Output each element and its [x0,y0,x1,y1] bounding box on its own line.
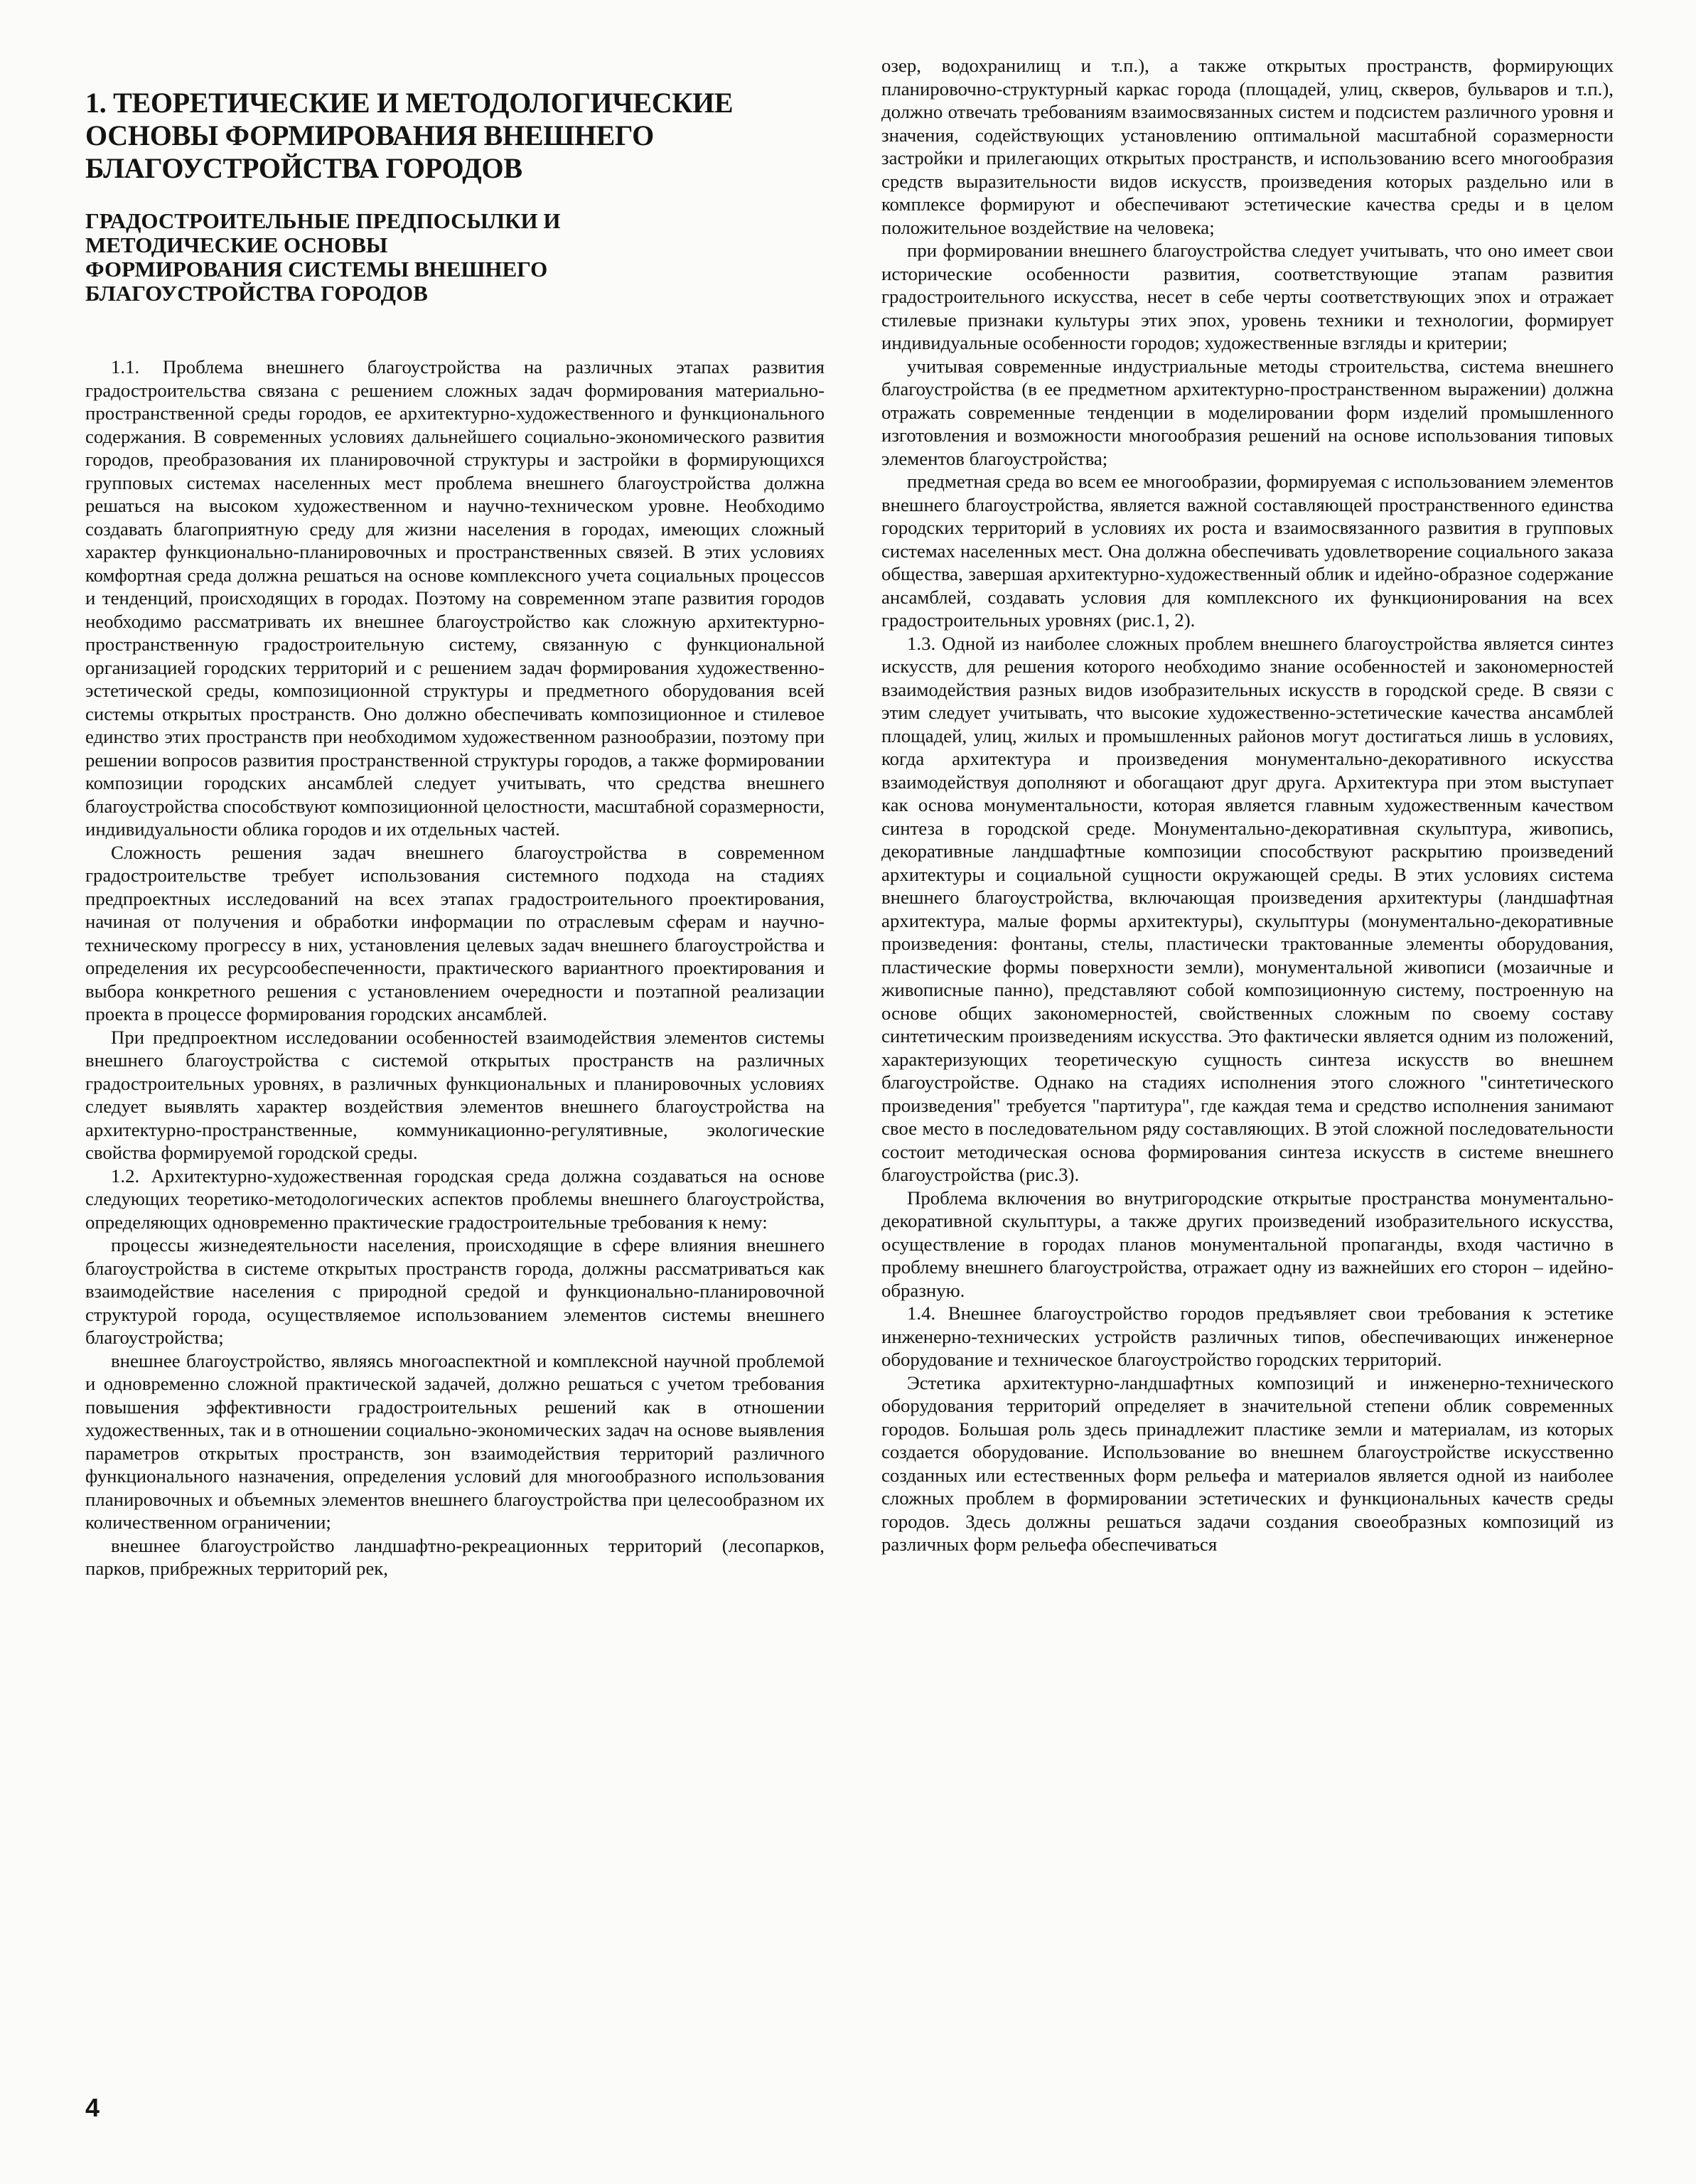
page-number: 4 [85,2093,100,2122]
paragraph: 1.2. Архитектурно-художественная городская среда должна создаваться на основе следующих теоретико-методологических аспектов проблемы внешнего благоустройства, определяющих одновременно практические градостроительные требования к нему: [85,1165,825,1233]
list-item: учитывая современные индустриальные методы строительства, система внешнего благоустройства (в ее предметном архитектурно-пространственном выражении) должна отражать современные тенденции в моделировании форм изделий промышленного изготовления и возможности многообразия решений на основе использования типовых элементов благоустройства; [881,355,1614,469]
right-column [881,54,1614,1556]
left-column [85,355,825,1580]
paragraph: При предпроектном исследовании особенностей взаимодействия элементов системы внешнего благоустройства с системой открытых пространств на различных градостроительных уровнях, в различных функциональных и планировочных условиях следует выявлять характер воздействия элементов внешнего благоустройства на архитектурно-пространственные, коммуникационно-регулятивные, экологические свойства формируемой городской среды. [85,1026,825,1163]
list-item: при формировании внешнего благоустройства следует учитывать, что оно имеет свои исторические особенности развития, соответствующие этапам развития градостроительного искусства, несет в себе черты соответствующих эпох и отражает стилевые признаки культуры этих эпох, уровень техники и технологии, формирует индивидуальные особенности городов; художественные взгляды и критерии; [881,240,1614,353]
paragraph: Эстетика архитектурно-ландшафтных композиций и инженерно-технического оборудования территорий определяет в значительной степени облик современных городов. Большая роль здесь принадлежит пластике земли и материалам, из которых создается оборудование. Использование во внешнем благоустройстве искусственно созданных или естественных форм рельефа и материалов является одной из наиболее сложных проблем в формировании эстетических и функциональных качеств среды городов. Здесь должны решаться задачи создания своеобразных композиций из различных форм рельефа обеспечиваться [881,1371,1614,1555]
paragraph: озер, водохранилищ и т.п.), а также открытых пространств, формирующих планировочно-структурный каркас города (площадей, улиц, скверов, бульваров и т.п.), должно отвечать требованиям взаимосвязанных систем и подсистем различного уровня и значения, содействующих установлению оптимальной масштабной соразмерности застройки и прилегающих открытых пространств, и использованию всего многообразия средств выразительности видов искусств, произведения которых раздельно или в комплексе формируют и обеспечивают эстетические качества среды и в целом положительное воздействие на человека; [881,55,1614,238]
paragraph: 1.1. Проблема внешнего благоустройства на различных этапах развития градостроительства связана с решением сложных задач формирования материально-пространственной среды городов, ее архитектурно-художественного и функционального содержания. В современных условиях дальнейшего социально-экономического развития городов, преобразования их планировочной структуры и застройки в формирующихся групповых системах населенных мест проблема внешнего благоустройства должна решаться на высоком художественном и научно-техническом уровне. Необходимо создавать благоприятную среду для жизни населения в городах, имеющих сложный характер функционально-планировочных и пространственных связей. В этих условиях комфортная среда должна решаться на основе комплексного учета социальных процессов и тенденций, происходящих в городах. Поэтому на современном этапе развития городов необходимо рассматривать их внешнее благоустройство как сложную архитектурно-пространственную градостроительную систему, связанную с функциональной организацией городских территорий и с решением задач формирования художественно-эстетической среды, композиционной структуры и предметного оборудования всей системы открытых пространств. Оно должно обеспечивать композиционное и стилевое единство этих пространств при необходимом художественном разнообразии, поэтому при решении вопросов развития пространственной структуры городов, а также формировании композиции городских ансамблей следует учитывать, что средства внешнего благоустройства способствуют композиционной целостности, масштабной соразмерности, индивидуальности облика городов и их отдельных частей. [85,356,825,840]
paragraph: Проблема включения во внутригородские открытые пространства монументально-декоративной скульптуры, а также других произведений изобразительного искусства, осуществление в городах планов монументальной пропаганды, входя частично в проблему внешнего благоустройства, отражает одну из важнейших его сторон – идейно-образную. [881,1187,1614,1301]
list-item: процессы жизнедеятельности населения, происходящие в сфере влияния внешнего благоустройства в системе открытых пространств города, должны рассматриваться как взаимодействие населения с природной средой и функционально-планировочной структурой города, осуществляемое использованием элементов системы внешнего благоустройства; [85,1234,825,1348]
paragraph: 1.3. Одной из наиболее сложных проблем внешнего благоустройства является синтез искусств, для решения которого необходимо знание особенностей и закономерностей взаимодействия разных видов изобразительных искусств в городской среде. В связи с этим следует учитывать, что высокие художественно-эстетические качества ансамблей площадей, улиц, жилых и промышленных районов могут достигаться лишь в условиях, когда архитектура и произведения монументально-декоративного искусства взаимодействуя дополняют и обогащают друг друга. Архитектура при этом выступает как основа монументальности, которая является главным художественным качеством синтеза в городской среде. Монументально-декоративная скульптура, живопись, декоративные ландшафтные композиции способствуют раскрытию произведений архитектуры и социальной сущности окружающей среды. В этих условиях система внешнего благоустройства, включающая произведения архитектуры (ландшафтная архитектура, малые формы архитектуры), скульптуры (монументально-декоративные произведения: фонтаны, стелы, пластически трактованные элементы оборудования, пластические формы поверхности земли), монументальной живописи (мозаичные и живописные панно), представляют собой композиционную систему, построенную на основе общих закономерностей, свойственных сложным по своему составу синтетическим произведениям искусства. Это фактически является одним из положений, характеризующих теоретическую сущность синтеза искусств во внешнем благоустройстве. Однако на стадиях исполнения этого сложного "синтетического произведения" требуется "партитура", где каждая тема и средство исполнения занимают свое место в последовательном ряду составляющих. В этой сложной последовательности состоит методическая основа формирования синтеза искусств в системе внешнего благоустройства (рис.3). [881,632,1614,1185]
paragraph: Сложность решения задач внешнего благоустройства в современном градостроительстве требует использования системного подхода на стадиях предпроектных исследований на всех этапах градостроительного проектирования, начиная от получения и обработки информации по отраслевым сферам и научно-техническому прогрессу в них, установления целевых задач внешнего благоустройства и определения их ресурсообеспеченности, практического вариантного проектирования и выбора конкретного решения с установлением очередности и поэтапной реализации проекта в процессе формирования городских ансамблей. [85,841,825,1024]
list-item: предметная среда во всем ее многообразии, формируемая с использованием элементов внешнего благоустройства, является важной составляющей пространственного единства городских территорий в условиях их роста и взаимосвязанного развития в групповых системах населенных мест. Она должна обеспечивать удовлетворение социального заказа общества, завершая архитектурно-художественный облик и идейно-образное содержание ансамблей, создавать условия для комплексного их функционирования на всех градостроительных уровнях (рис.1, 2). [881,471,1614,631]
chapter-title: 1. ТЕОРЕТИЧЕСКИЕ И МЕТОДОЛОГИЧЕСКИЕ ОСНОВЫ ФОРМИРОВАНИЯ ВНЕШНЕГО БЛАГОУСТРОЙСТВА ГОРОДОВ [85,87,734,184]
list-item: внешнее благоустройство, являясь многоаспектной и комплексной научной проблемой и одновременно сложной практической задачей, должно решаться с учетом требования повышения эффективности градостроительных решений как в отношении художественных, так и в отношении социально-экономических задач на основе выявления параметров открытых пространств, зон взаимодействия территорий различного функционального назначения, определения условий для многообразного использования планировочных и объемных элементов внешнего благоустройства при целесообразном их количественном ограничении; [85,1349,825,1533]
section-subtitle: ГРАДОСТРОИТЕЛЬНЫЕ ПРЕДПОСЫЛКИ И МЕТОДИЧЕСКИЕ ОСНОВЫ ФОРМИРОВАНИЯ СИСТЕМЫ ВНЕШНЕГО БЛАГОУСТРОЙСТВА ГОРОДОВ [85,208,561,306]
paragraph: 1.4. Внешнее благоустройство городов предъявляет свои требования к эстетике инженерно-технических устройств различных типов, обеспечивающих инженерное оборудование и техническое благоустройство городских территорий. [881,1302,1614,1370]
list-item: внешнее благоустройство ландшафтно-рекреационных территорий (лесопарков, парков, прибрежных территорий рек, [85,1534,825,1579]
